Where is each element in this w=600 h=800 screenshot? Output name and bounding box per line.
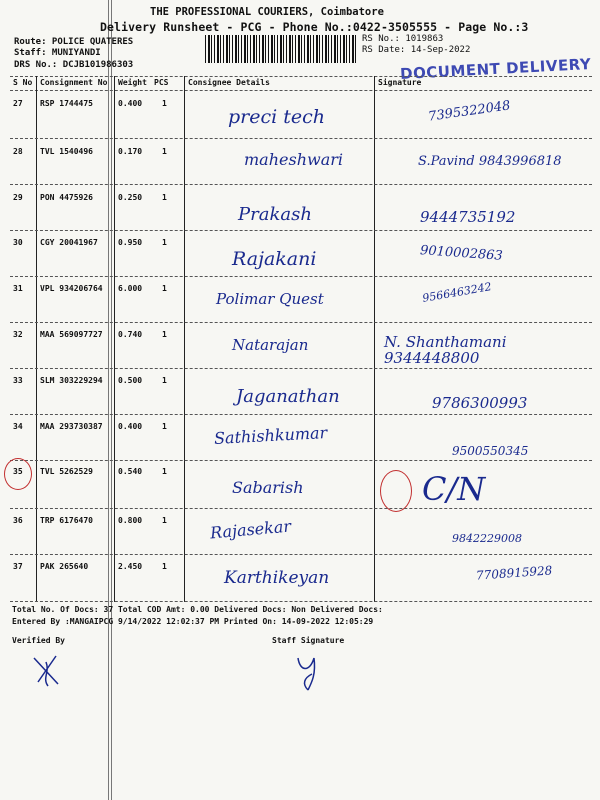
row-signature: 9500550345 bbox=[452, 444, 529, 458]
row-consignment: VPL 934206764 bbox=[40, 284, 103, 293]
row-consignment: RSP 1744475 bbox=[40, 99, 93, 108]
row-signature: N. Shanthamani 9344448800 bbox=[384, 333, 507, 367]
row-sno: 30 bbox=[13, 238, 23, 247]
row-pcs: 1 bbox=[162, 516, 167, 525]
row-sno: 32 bbox=[13, 330, 23, 339]
row-rule bbox=[10, 276, 592, 277]
col-header-weight: Weight bbox=[118, 78, 147, 87]
row-consignee: Karthikeyan bbox=[224, 568, 330, 588]
row-signature: 9786300993 bbox=[432, 394, 528, 412]
row-signature: S.Pavind 9843996818 bbox=[418, 154, 562, 169]
row-consignee: Prakash bbox=[238, 204, 312, 225]
verifier-signature-scribble bbox=[28, 650, 68, 690]
row-rule bbox=[10, 138, 592, 139]
row-rule bbox=[10, 368, 592, 369]
row-sno: 27 bbox=[13, 99, 23, 108]
row-signature: 9444735192 bbox=[420, 208, 516, 226]
col-divider bbox=[36, 76, 37, 602]
row-sno: 35 bbox=[13, 467, 23, 476]
row-rule bbox=[10, 601, 592, 602]
row-pcs: 1 bbox=[162, 99, 167, 108]
row-sno: 37 bbox=[13, 562, 23, 571]
entered-by-line: Entered By :MANGAIPCG 9/14/2022 12:02:37 PM Printed On: 14-09-2022 12:05:29 bbox=[12, 617, 374, 626]
row-pcs: 1 bbox=[162, 238, 167, 247]
row-consignment: MAA 293730387 bbox=[40, 422, 103, 431]
col-header-consignment: Consignment No bbox=[40, 78, 108, 87]
route-label: Route: POLICE QUATERES bbox=[14, 37, 134, 47]
row-consignment: TVL 1540496 bbox=[40, 147, 93, 156]
row-signature: C/N bbox=[422, 470, 486, 508]
row-rule bbox=[10, 414, 592, 415]
row-consignment: CGY 20041967 bbox=[40, 238, 98, 247]
row-signature: 9010002863 bbox=[419, 243, 504, 264]
col-divider bbox=[184, 76, 185, 602]
row-weight: 0.540 bbox=[118, 467, 143, 476]
row-pcs: 1 bbox=[162, 467, 167, 476]
col-header-consignee: Consignee Details bbox=[188, 78, 270, 87]
row-weight: 0.500 bbox=[118, 376, 143, 385]
row-consignment: TRP 6176470 bbox=[40, 516, 93, 525]
row-consignment: SLM 303229294 bbox=[40, 376, 103, 385]
row-pcs: 1 bbox=[162, 330, 167, 339]
row-pcs: 1 bbox=[162, 422, 167, 431]
drs-number: DRS No.: DCJB101986303 bbox=[14, 60, 134, 70]
red-circle-mark bbox=[380, 470, 412, 512]
row-weight: 0.800 bbox=[118, 516, 143, 525]
col-divider bbox=[374, 76, 375, 602]
row-weight: 0.950 bbox=[118, 238, 143, 247]
table-top-rule bbox=[10, 76, 592, 77]
row-consignment: TVL 5262529 bbox=[40, 467, 93, 476]
document-delivery-stamp: DOCUMENT DELIVERY bbox=[399, 55, 592, 83]
row-rule bbox=[10, 184, 592, 185]
row-rule bbox=[10, 230, 592, 231]
barcode bbox=[205, 35, 357, 63]
row-consignment: MAA 569097727 bbox=[40, 330, 103, 339]
row-weight: 0.170 bbox=[118, 147, 143, 156]
row-consignee: Polimar Quest bbox=[216, 290, 324, 308]
row-pcs: 1 bbox=[162, 147, 167, 156]
row-rule bbox=[10, 508, 592, 509]
row-consignee: Rajasekar bbox=[209, 516, 292, 543]
row-consignee: preci tech bbox=[228, 106, 326, 128]
verified-by-label: Verified By bbox=[12, 636, 65, 645]
staff-signature-scribble bbox=[290, 648, 330, 694]
row-sno: 36 bbox=[13, 516, 23, 525]
row-rule bbox=[10, 460, 592, 461]
row-weight: 2.450 bbox=[118, 562, 143, 571]
row-sno: 28 bbox=[13, 147, 23, 156]
row-sno: 34 bbox=[13, 422, 23, 431]
row-consignment: PON 4475926 bbox=[40, 193, 93, 202]
row-weight: 6.000 bbox=[118, 284, 143, 293]
row-pcs: 1 bbox=[162, 193, 167, 202]
row-consignee: Natarajan bbox=[232, 336, 309, 354]
row-weight: 0.400 bbox=[118, 422, 143, 431]
company-name: THE PROFESSIONAL COURIERS, Coimbatore bbox=[150, 6, 384, 18]
totals-line: Total No. Of Docs: 37 Total COD Amt: 0.00 Delivered Docs: Non Delivered Docs: bbox=[12, 605, 383, 614]
col-header-pcs: PCS bbox=[154, 78, 169, 87]
row-signature: 7708915928 bbox=[475, 563, 553, 583]
row-consignee: maheshwari bbox=[244, 150, 343, 169]
col-header-sno: S No bbox=[13, 78, 33, 87]
staff-label: Staff: MUNIYANDI bbox=[14, 48, 101, 58]
scan-fold-line bbox=[108, 0, 109, 800]
row-pcs: 1 bbox=[162, 376, 167, 385]
row-rule bbox=[10, 554, 592, 555]
rs-date: RS Date: 14-Sep-2022 bbox=[362, 45, 471, 55]
col-divider bbox=[114, 76, 115, 602]
row-consignee: Jaganathan bbox=[236, 386, 340, 407]
scan-fold-line-2 bbox=[111, 0, 112, 800]
row-sno: 31 bbox=[13, 284, 23, 293]
row-weight: 0.250 bbox=[118, 193, 143, 202]
row-rule bbox=[10, 322, 592, 323]
row-consignee: Rajakani bbox=[232, 248, 317, 270]
row-consignee: Sathishkumar bbox=[213, 423, 328, 448]
row-pcs: 1 bbox=[162, 284, 167, 293]
row-weight: 0.400 bbox=[118, 99, 143, 108]
col-header-signature: Signature bbox=[378, 78, 422, 87]
runsheet-title: Delivery Runsheet - PCG - Phone No.:0422-3505555 - Page No.:3 bbox=[100, 20, 529, 34]
row-consignee: Sabarish bbox=[232, 478, 304, 497]
rs-number: RS No.: 1019863 bbox=[362, 34, 444, 44]
row-sno: 33 bbox=[13, 376, 23, 385]
row-signature: 7395322048 bbox=[427, 98, 512, 125]
row-pcs: 1 bbox=[162, 562, 167, 571]
staff-signature-label: Staff Signature bbox=[272, 636, 345, 645]
row-consignment: PAK 265640 bbox=[40, 562, 89, 571]
row-weight: 0.740 bbox=[118, 330, 143, 339]
row-signature: 9842229008 bbox=[452, 532, 522, 545]
row-sno: 29 bbox=[13, 193, 23, 202]
header-rule bbox=[10, 90, 592, 91]
row-signature: 9566463242 bbox=[421, 280, 493, 305]
